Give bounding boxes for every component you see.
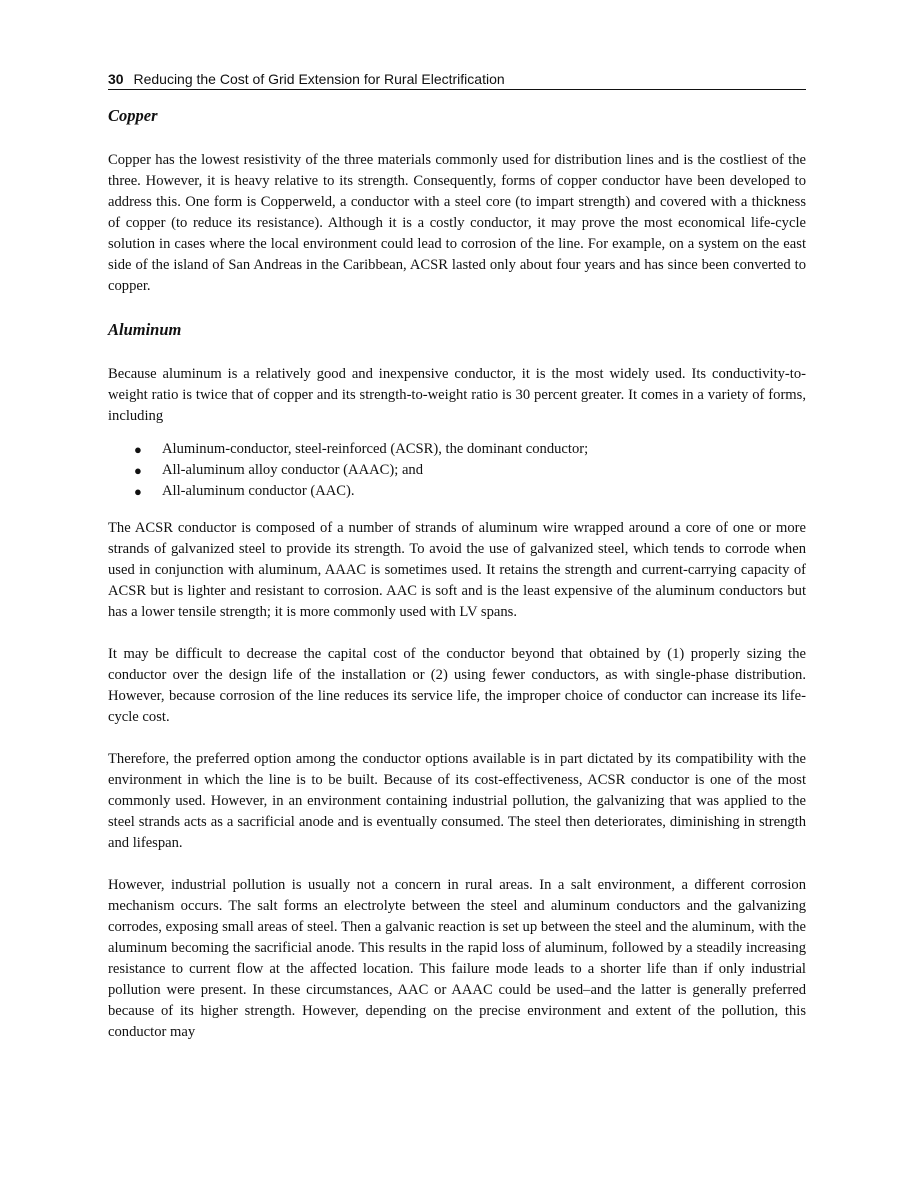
paragraph-aluminum-intro: Because aluminum is a relatively good and inexpensive conductor, it is the most widely used. Its conductivity-to-weight ratio is twice that of copper and its strength-to-weight ratio is 30 percent greater. It comes in a variety of forms, including [108,366,806,424]
list-item: ● All-aluminum alloy conductor (AAAC); and [134,460,806,481]
paragraph-salt-environment: However, industrial pollution is usually not a concern in rural areas. In a salt environment, a different corrosion mechanism occurs. The salt forms an electrolyte between the steel and aluminum conductors and the galvanizing corrodes, exposing small areas of steel. Then a galvanic reaction is set up between the steel and the aluminum, with the aluminum becoming the sacrificial anode. This results in the rapid loss of aluminum, followed by a steadily increasing resistance to current flow at the affected location. This failure mode leads to a shorter life than if only industrial pollution were present. In these circumstances, AAC or AAAC could be used–and the latter is generally preferred because of its higher strength. However, depending on the precise environment and extent of the pollution, this conductor may [108,877,806,1040]
paragraph-capital-cost: It may be difficult to decrease the capital cost of the conductor beyond that obtained by (1) properly sizing the conductor over the design life of the installation or (2) using fewer conductors, as with single-phase distribution. However, because corrosion of the line reduces its service life, the improper choice of conductor can increase its life-cycle cost. [108,646,806,725]
bullet-icon: ● [134,442,142,457]
page-number: 30 [108,71,124,87]
list-item: ● All-aluminum conductor (AAC). [134,481,806,502]
bullet-icon: ● [134,484,142,499]
running-header [108,70,806,90]
section-heading-aluminum: Aluminum [108,320,182,339]
section-heading-copper: Copper [108,106,158,125]
conductor-forms-list [108,439,806,502]
page-body [108,104,806,1043]
paragraph-acsr: The ACSR conductor is composed of a number of strands of aluminum wire wrapped around a core of one or more strands of galvanized steel to provide its strength. To avoid the use of galvanized steel, which tends to corrode when used in conjunction with aluminum, AAAC is sometimes used. It retains the strength and current-carrying capacity of ACSR but is lighter and resistant to corrosion. AAC is soft and is the least expensive of the aluminum conductors but has a lower tensile strength; it is more commonly used with LV spans. [108,520,806,620]
list-item: ● Aluminum-conductor, steel-reinforced (ACSR), the dominant conductor; [134,439,806,460]
paragraph-copper: Copper has the lowest resistivity of the three materials commonly used for distribution lines and is the costliest of the three. However, it is heavy relative to its strength. Consequently, forms of copper conductor have been developed to address this. One form is Copperweld, a conductor with a steel core (to impart strength) and covered with a thickness of copper (to reduce its resistance). Although it is a costly conductor, it may prove the most economical life-cycle solution in cases where the local environment could lead to corrosion of the line. For example, on a system on the east side of the island of San Andreas in the Caribbean, ACSR lasted only about four years and has since been converted to copper. [108,152,806,294]
bullet-icon: ● [134,463,142,478]
running-title: Reducing the Cost of Grid Extension for Rural Electrification [133,71,505,87]
paragraph-compatibility: Therefore, the preferred option among the conductor options available is in part dictated by its compatibility with the environment in which the line is to be built. Because of its cost-effectiveness, ACSR conductor is one of the most commonly used. However, in an environment containing industrial pollution, the galvanizing that was applied to the steel strands acts as a sacrificial anode and is eventually consumed. The steel then deteriorates, diminishing in strength and lifespan. [108,751,806,851]
